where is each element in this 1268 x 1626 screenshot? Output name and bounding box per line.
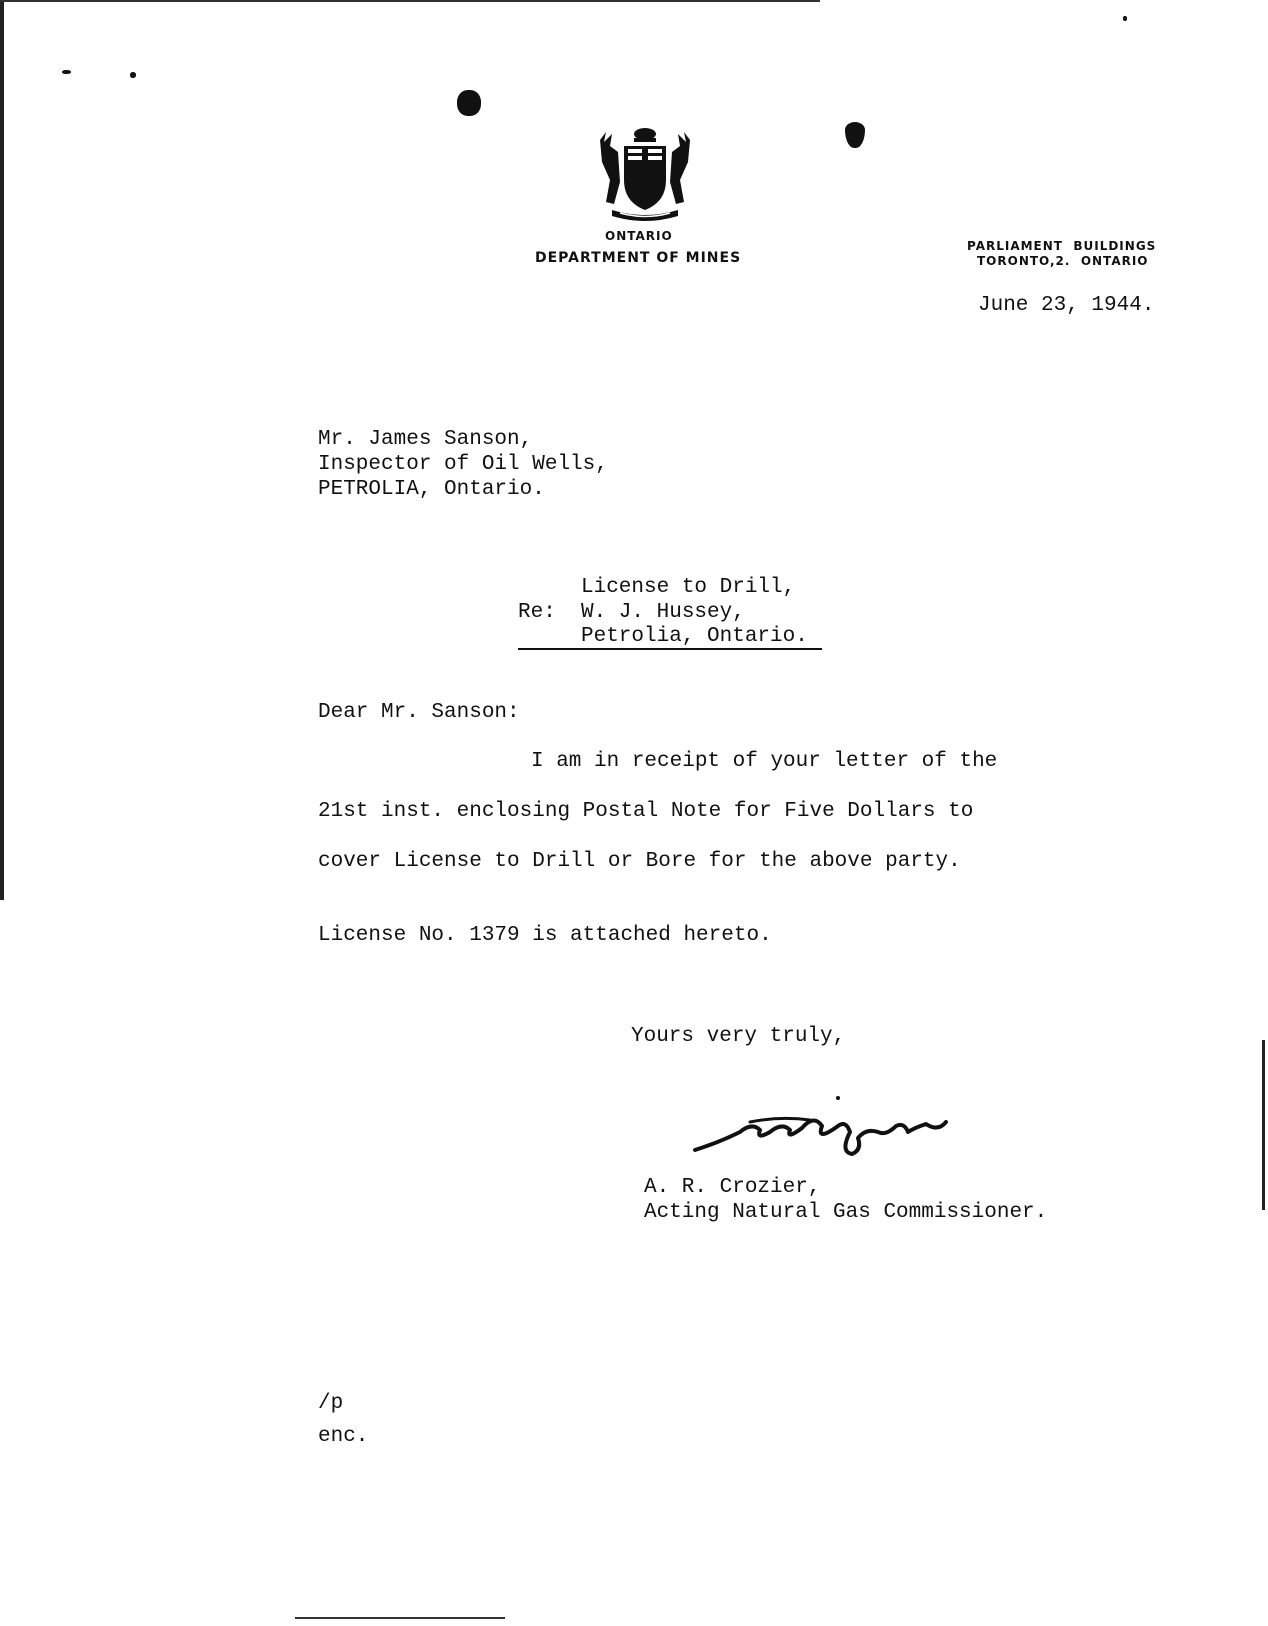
letterhead-address-line1: PARLIAMENT BUILDINGS [967, 239, 1157, 253]
ink-blot [457, 90, 481, 116]
subject-re-label: Re: [518, 601, 556, 624]
signatory-name: A. R. Crozier, [644, 1176, 821, 1199]
subject-line3: Petrolia, Ontario. [581, 625, 808, 648]
typist-initials: /p [318, 1392, 344, 1415]
letter-date: June 23, 1944. [978, 294, 1155, 317]
ontario-coat-of-arms-icon [590, 122, 700, 222]
enclosure-note: enc. [318, 1425, 369, 1448]
letterhead-department: DEPARTMENT OF MINES [535, 250, 742, 266]
letterhead-address-line2: TORONTO,2. ONTARIO [977, 254, 1149, 268]
recipient-title: Inspector of Oil Wells, [318, 453, 608, 476]
body-line-4: License No. 1379 is attached hereto. [318, 924, 772, 947]
closing: Yours very truly, [631, 1025, 846, 1048]
ink-blot [845, 122, 865, 148]
scan-edge-bottom [295, 1617, 505, 1619]
scan-edge-left [0, 0, 4, 900]
letterhead-province: ONTARIO [605, 229, 673, 243]
recipient-location: PETROLIA, Ontario. [318, 478, 545, 501]
scan-edge-top [0, 0, 820, 2]
ink-speck [130, 72, 136, 78]
signatory-title: Acting Natural Gas Commissioner. [644, 1201, 1048, 1224]
subject-underline [518, 648, 822, 650]
ink-speck [1123, 16, 1127, 21]
scan-edge-right [1262, 1040, 1265, 1210]
recipient-name: Mr. James Sanson, [318, 428, 533, 451]
ink-speck [62, 70, 71, 74]
body-line-3: cover License to Drill or Bore for the above party. [318, 850, 961, 873]
body-line-2: 21st inst. enclosing Postal Note for Five Dollars to [318, 800, 974, 823]
salutation: Dear Mr. Sanson: [318, 701, 520, 724]
subject-line1: License to Drill, [581, 576, 796, 599]
subject-line2: W. J. Hussey, [581, 601, 745, 624]
handwritten-signature [690, 1092, 960, 1162]
body-line-1: I am in receipt of your letter of the [531, 750, 998, 773]
